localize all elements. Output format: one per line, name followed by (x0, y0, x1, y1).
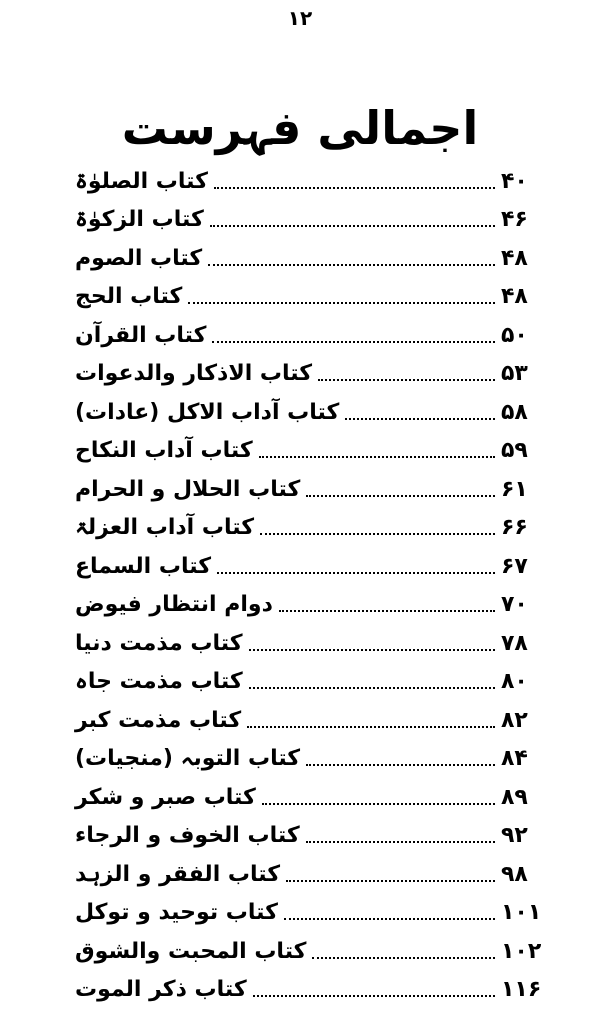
dot-leader (312, 956, 495, 959)
toc-entry-page: ۷۸ (501, 630, 528, 656)
toc-entry-page: ۷۰ (501, 592, 528, 618)
dot-leader (279, 609, 495, 612)
toc-entry-label: کتاب الاذکار والدعوات (75, 361, 313, 387)
toc-entry-page: ۱۰۱ (501, 900, 542, 926)
dot-leader (259, 455, 495, 458)
toc-entry-label: کتاب صبر و شکر (75, 784, 256, 810)
dot-leader (306, 840, 495, 843)
toc-entry-label: کتاب آداب النکاح (75, 438, 253, 464)
toc-entry (75, 778, 545, 817)
toc-entry-label: کتاب مذمت جاہ (75, 669, 243, 695)
toc-entry-label: کتاب الحج (75, 284, 183, 310)
dot-leader (210, 224, 495, 227)
toc-entry-page: ۸۴ (501, 746, 528, 772)
toc-entry (75, 316, 545, 355)
toc-entry-label: کتاب آداب الاکل (عادات) (75, 399, 340, 425)
toc-entry-page: ۶۱ (501, 476, 528, 502)
toc-entry-page: ۵۹ (501, 438, 528, 464)
toc-entry-page: ۴۶ (501, 207, 528, 233)
toc-entry (75, 855, 545, 894)
toc-entry-label: کتاب مذمت کبر (75, 707, 242, 733)
toc-entry-label: کتاب التوبہ (منجیات) (75, 746, 301, 772)
toc-entry-page: ۸۲ (501, 707, 528, 733)
toc-entry-page: ۶۷ (501, 553, 528, 579)
toc-entry-label: کتاب الصلوٰۃ (75, 168, 208, 194)
toc-entry-page: ۹۲ (501, 823, 528, 849)
toc-entry-label: کتاب الفقر و الزہد (75, 861, 281, 887)
toc-entry (75, 547, 545, 586)
toc-entry-label: کتاب الصوم (75, 245, 203, 271)
toc-entry (75, 663, 545, 702)
toc-entry-page: ۱۱۶ (501, 977, 542, 1003)
toc-entry (75, 432, 545, 471)
toc-entry-label: کتاب ذکر الموت (75, 977, 247, 1003)
toc-entry-label: کتاب مذمت دنیا (75, 630, 243, 656)
toc-entry (75, 355, 545, 394)
dot-leader (253, 994, 495, 997)
toc-entry-label: کتاب الخوف و الرجاء (75, 823, 300, 849)
toc-entry (75, 162, 545, 201)
toc-entry-page: ۴۸ (501, 245, 528, 271)
toc-entry (75, 894, 545, 933)
toc-entry-page: ۱۰۲ (501, 938, 542, 964)
toc-entry-label: کتاب آداب العزلۃ (75, 515, 254, 541)
dot-leader (318, 378, 495, 381)
dot-leader (212, 340, 495, 343)
toc-entry-label: کتاب الحلال و الحرام (75, 476, 301, 502)
dot-leader (306, 763, 495, 766)
dot-leader (260, 532, 495, 535)
toc-entry-label: کتاب السماع (75, 553, 212, 579)
toc-entry (75, 393, 545, 432)
dot-leader (286, 879, 495, 882)
toc-entry-page: ۶۶ (501, 515, 528, 541)
toc-entry-page: ۴۰ (501, 168, 528, 194)
toc-entry (75, 470, 545, 509)
dot-leader (306, 494, 495, 497)
toc-entry-page: ۹۸ (501, 861, 528, 887)
toc-entry (75, 509, 545, 548)
dot-leader (249, 648, 496, 651)
dot-leader (249, 686, 495, 689)
toc-entry-page: ۵۳ (501, 361, 528, 387)
toc-entry (75, 701, 545, 740)
toc-entry-label: کتاب توحید و توکل (75, 900, 278, 926)
toc-entry-label: دوام انتظار فیوض (75, 592, 273, 618)
dot-leader (247, 725, 495, 728)
dot-leader (217, 571, 495, 574)
toc-entry (75, 239, 545, 278)
toc-entry (75, 278, 545, 317)
toc-entry (75, 740, 545, 779)
dot-leader (188, 301, 495, 304)
dot-leader (214, 186, 495, 189)
dot-leader (208, 263, 495, 266)
dot-leader (284, 917, 495, 920)
toc-entry-label: کتاب الزکوٰۃ (75, 207, 204, 233)
toc-entry-page: ۵۰ (501, 322, 528, 348)
page-number: ۱۲ (287, 6, 313, 30)
toc-entry-page: ۸۹ (501, 784, 528, 810)
toc-entry-page: ۵۸ (501, 399, 528, 425)
toc-entry-page: ۸۰ (501, 669, 528, 695)
toc-entry-label: کتاب القرآن (75, 322, 207, 348)
table-of-contents (75, 162, 545, 1009)
toc-entry (75, 817, 545, 856)
toc-entry-label: کتاب المحبت والشوق (75, 938, 307, 964)
toc-entry-page: ۴۸ (501, 284, 528, 310)
toc-entry (75, 932, 545, 971)
toc-entry (75, 971, 545, 1010)
page-title: اجمالی فہرست (121, 101, 479, 155)
toc-entry (75, 586, 545, 625)
dot-leader (345, 417, 495, 420)
dot-leader (262, 802, 495, 805)
toc-entry (75, 624, 545, 663)
toc-entry (75, 201, 545, 240)
